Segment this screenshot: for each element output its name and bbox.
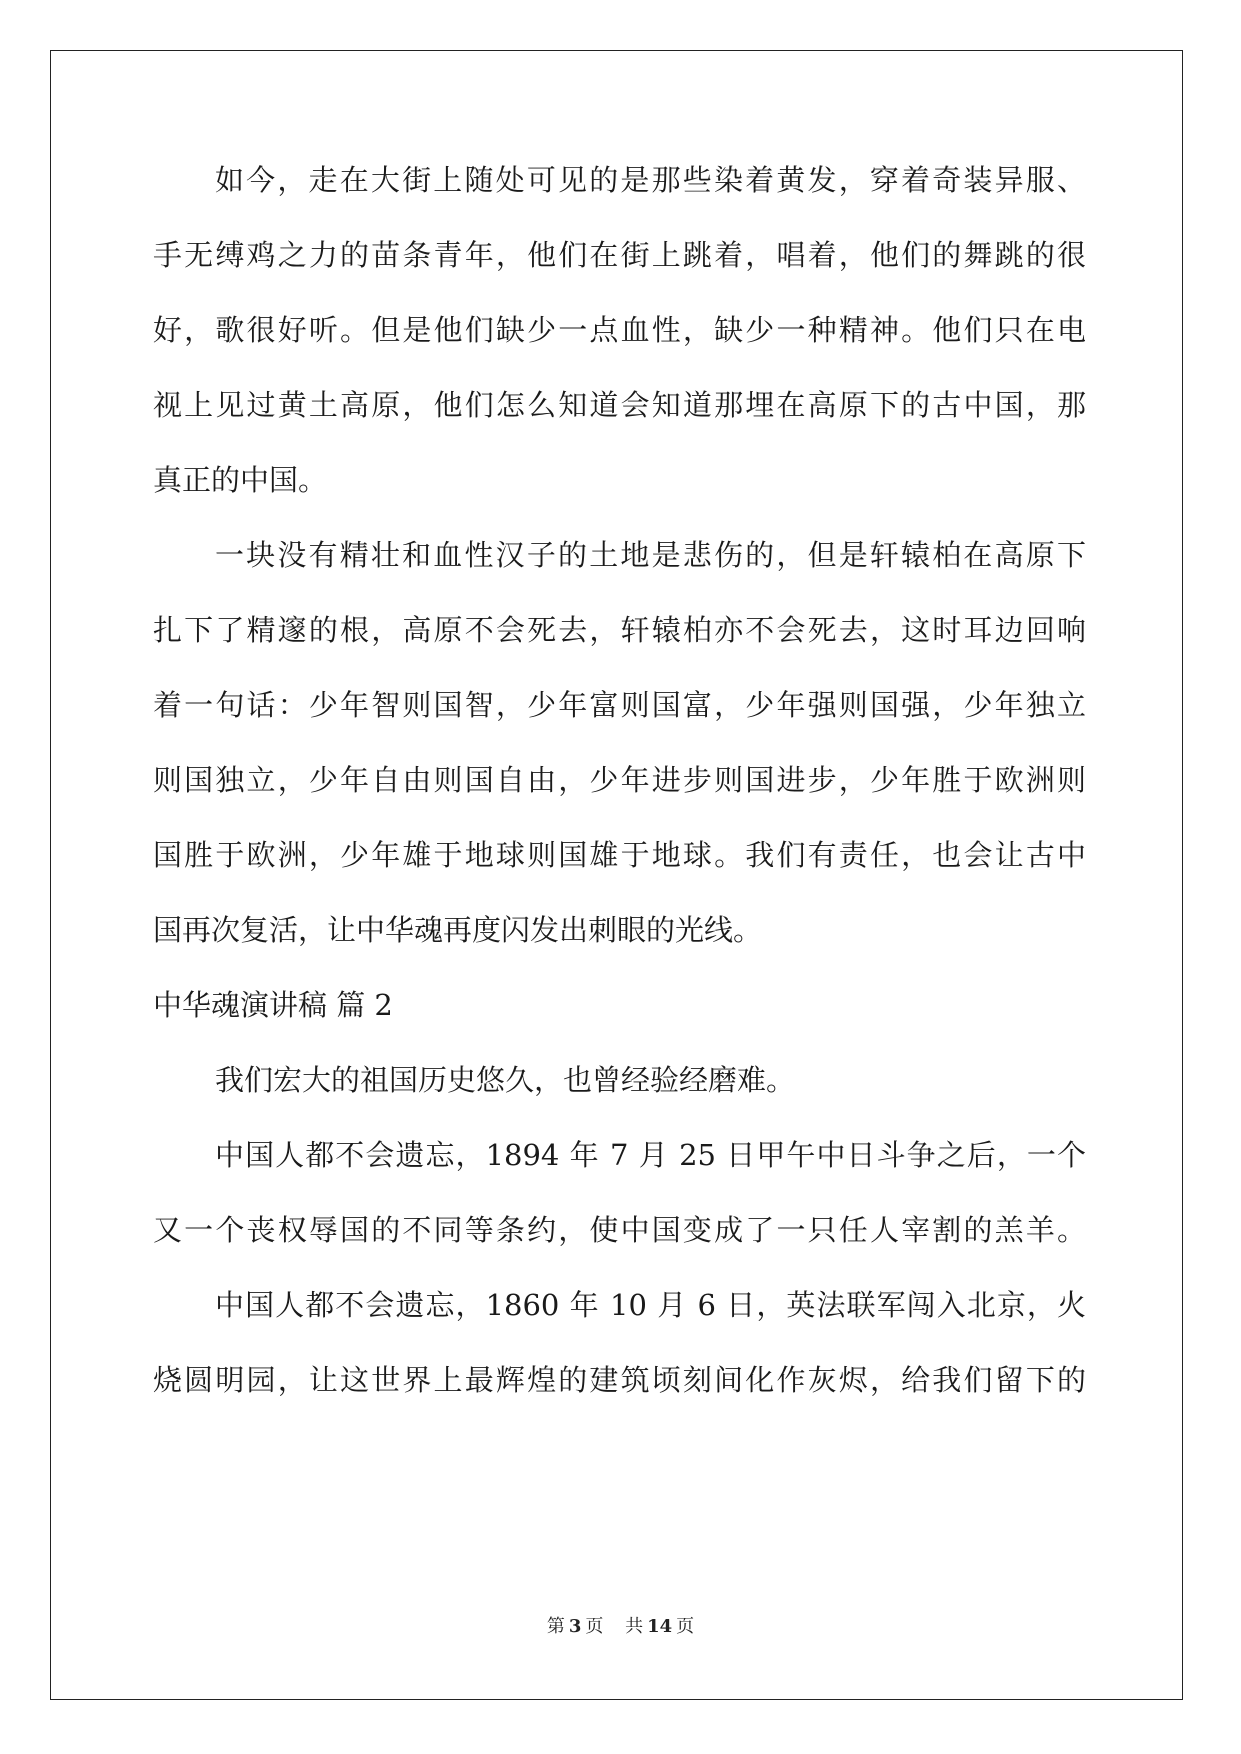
- text-line: 好，歌很好听。但是他们缺少一点血性，缺少一种精神。他们只在电: [153, 313, 1086, 347]
- total-pages: 14: [647, 1616, 673, 1637]
- total-prefix: 共: [625, 1616, 644, 1637]
- page-footer: [0, 1612, 1241, 1638]
- text-line: 国再次复活，让中华魂再度闪发出刺眼的光线。: [153, 913, 763, 947]
- page-indicator: [543, 1616, 608, 1637]
- text-line: 一块没有精壮和血性汉子的土地是悲伤的，但是轩辕柏在高原下: [215, 538, 1086, 572]
- document-body: [153, 158, 1086, 1433]
- text-line: 中国人都不会遗忘，1894 年 7 月 25 日甲午中日斗争之后，一个: [215, 1138, 1086, 1172]
- total-indicator: [621, 1616, 698, 1637]
- text-line: 又一个丧权辱国的不同等条约，使中国变成了一只任人宰割的羔羊。: [153, 1213, 1086, 1247]
- text-line: 我们宏大的祖国历史悠久，也曾经验经磨难。: [215, 1063, 796, 1097]
- text-line: 中国人都不会遗忘，1860 年 10 月 6 日，英法联军闯入北京，火: [215, 1288, 1086, 1322]
- text-line: 真正的中国。: [153, 463, 328, 497]
- text-line: 国胜于欧洲，少年雄于地球则国雄于地球。我们有责任，也会让古中: [153, 838, 1086, 872]
- total-suffix: 页: [676, 1616, 695, 1637]
- text-line: 视上见过黄土高原，他们怎么知道会知道那埋在高原下的古中国，那: [153, 388, 1086, 422]
- page-number: 3: [568, 1616, 582, 1637]
- text-line: 着一句话：少年智则国智，少年富则国富，少年强则国强，少年独立: [153, 688, 1086, 722]
- text-line: 手无缚鸡之力的苗条青年，他们在街上跳着，唱着，他们的舞跳的很: [153, 238, 1086, 272]
- text-line: 烧圆明园，让这世界上最辉煌的建筑顷刻间化作灰烬，给我们留下的: [153, 1363, 1086, 1397]
- page-suffix: 页: [585, 1616, 604, 1637]
- text-line: 则国独立，少年自由则国自由，少年进步则国进步，少年胜于欧洲则: [153, 763, 1086, 797]
- text-line: 扎下了精邃的根，高原不会死去，轩辕柏亦不会死去，这时耳边回响: [153, 613, 1086, 647]
- section-heading: 中华魂演讲稿 篇 2: [153, 988, 393, 1022]
- page-prefix: 第: [546, 1616, 565, 1637]
- text-line: 如今，走在大街上随处可见的是那些染着黄发，穿着奇装异服、: [215, 163, 1086, 197]
